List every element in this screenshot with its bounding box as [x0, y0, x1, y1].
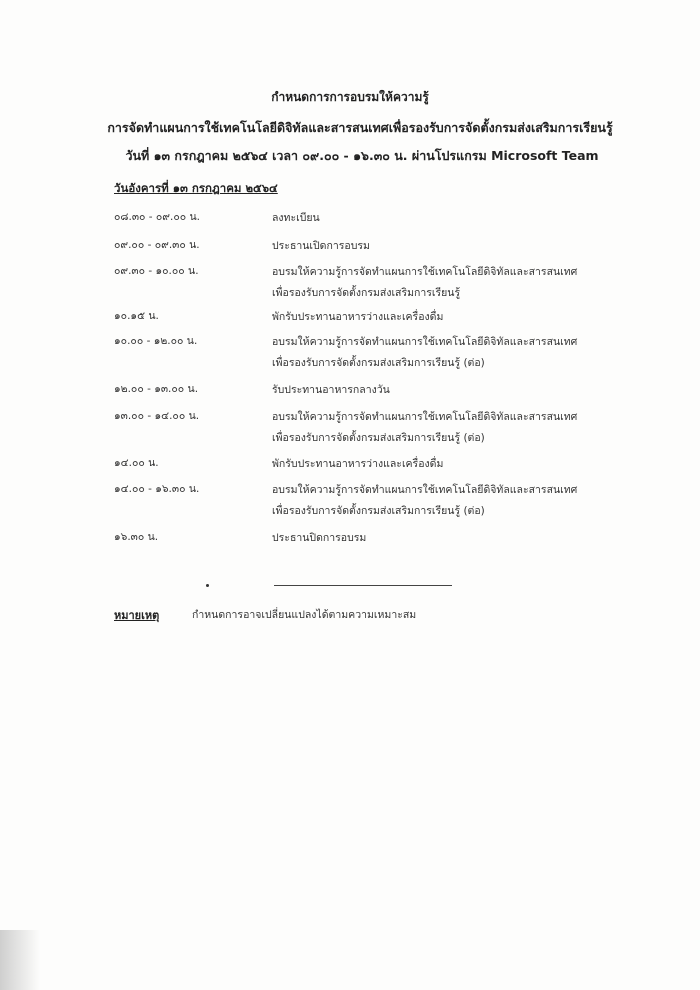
schedule-time: ๐๘.๓๐ - ๐๙.๐๐ น.	[114, 211, 201, 223]
schedule-activity	[272, 208, 602, 229]
schedule-time: ๑๐.๑๕ น.	[114, 310, 159, 322]
schedule-activity-line: เพื่อรองรับการจัดตั้งกรมส่งเสริมการเรียนรู้ (ต่อ)	[272, 432, 485, 444]
schedule-activity	[272, 332, 602, 374]
document-title: กำหนดการการอบรมให้ความรู้	[271, 90, 429, 104]
schedule-activity-line: พักรับประทานอาหารว่างและเครื่องดื่ม	[272, 311, 444, 323]
schedule-time: ๑๔.๐๐ - ๑๖.๓๐ น.	[114, 483, 200, 495]
schedule-activity-line: พักรับประทานอาหารว่างและเครื่องดื่ม	[272, 458, 444, 470]
scan-edge-shadow	[0, 930, 40, 990]
schedule-activity-line: ลงทะเบียน	[272, 212, 320, 224]
schedule-activity-line: เพื่อรองรับการจัดตั้งกรมส่งเสริมการเรียนรู้ (ต่อ)	[272, 357, 485, 369]
note-text: กำหนดการอาจเปลี่ยนแปลงได้ตามความเหมาะสม	[192, 609, 417, 621]
schedule-activity	[272, 528, 602, 549]
schedule-time: ๑๔.๐๐ น.	[114, 457, 159, 469]
schedule-activity-line: อบรมให้ความรู้การจัดทำแผนการใช้เทคโนโลยีดิจิทัลและสารสนเทศ	[272, 411, 578, 423]
schedule-activity-line: เพื่อรองรับการจัดตั้งกรมส่งเสริมการเรียนรู้ (ต่อ)	[272, 505, 485, 517]
schedule-activity-line: เพื่อรองรับการจัดตั้งกรมส่งเสริมการเรียนรู้	[272, 287, 461, 299]
schedule-activity-line: ประธานปิดการอบรม	[272, 532, 367, 544]
divider-dot	[206, 584, 209, 587]
document-date-line: วันที่ ๑๓ กรกฎาคม ๒๕๖๔ เวลา ๐๙.๐๐ - ๑๖.๓๐ น. ผ่านโปรแกรม Microsoft Team	[125, 148, 599, 163]
schedule-activity-line: อบรมให้ความรู้การจัดทำแผนการใช้เทคโนโลยีดิจิทัลและสารสนเทศ	[272, 484, 578, 496]
schedule-activity	[272, 454, 602, 475]
schedule-time: ๑๒.๐๐ - ๑๓.๐๐ น.	[114, 383, 199, 395]
schedule-time: ๑๓.๐๐ - ๑๔.๐๐ น.	[114, 410, 200, 422]
schedule-activity-line: รับประทานอาหารกลางวัน	[272, 384, 390, 396]
schedule-activity	[272, 262, 602, 304]
document-subtitle: การจัดทำแผนการใช้เทคโนโลยีดิจิทัลและสารสนเทศเพื่อรองรับการจัดตั้งกรมส่งเสริมการเรียนรู้	[107, 120, 613, 135]
schedule-activity	[272, 480, 602, 522]
schedule-activity	[272, 307, 602, 328]
schedule-time: ๑๖.๓๐ น.	[114, 531, 159, 543]
day-heading: วันอังคารที่ ๑๓ กรกฎาคม ๒๕๖๔	[114, 181, 278, 195]
schedule-activity-line: ประธานเปิดการอบรม	[272, 240, 370, 252]
schedule-activity	[272, 407, 602, 449]
section-divider	[274, 585, 452, 586]
schedule-time: ๐๙.๐๐ - ๐๙.๓๐ น.	[114, 239, 200, 251]
schedule-activity-line: อบรมให้ความรู้การจัดทำแผนการใช้เทคโนโลยีดิจิทัลและสารสนเทศ	[272, 336, 578, 348]
schedule-time: ๐๙.๓๐ - ๑๐.๐๐ น.	[114, 265, 199, 277]
schedule-activity-line: อบรมให้ความรู้การจัดทำแผนการใช้เทคโนโลยีดิจิทัลและสารสนเทศ	[272, 266, 578, 278]
schedule-activity	[272, 380, 602, 401]
note-label: หมายเหตุ	[114, 609, 160, 622]
schedule-time: ๑๐.๐๐ - ๑๒.๐๐ น.	[114, 335, 198, 347]
schedule-activity	[272, 236, 602, 257]
